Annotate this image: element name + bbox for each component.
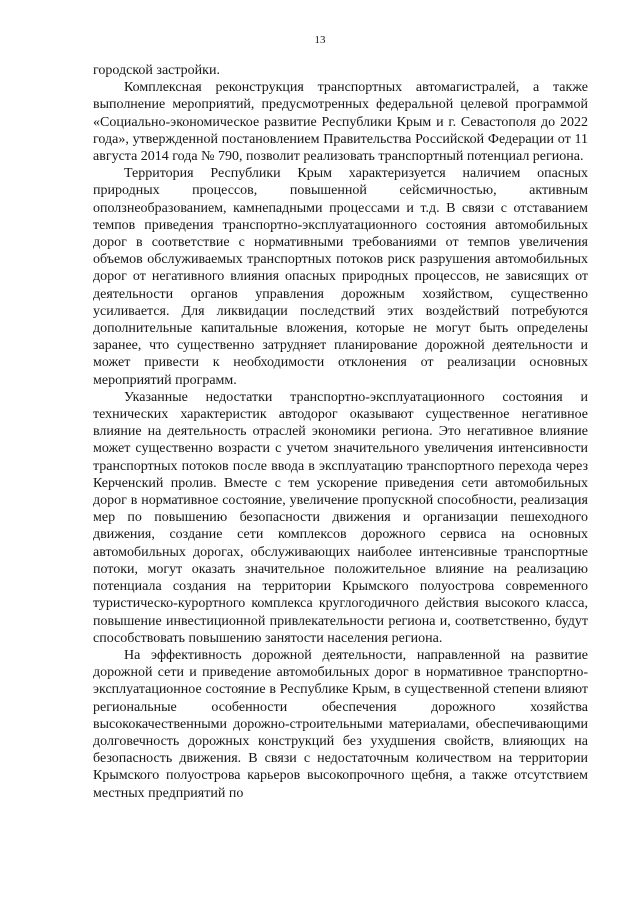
body-text	[93, 62, 588, 802]
paragraph-reconstruction: Комплексная реконструкция транспортных автомагистралей, а также выполнение мероприятий, предусмотренных федеральной целевой программой «Социально-экономическое развитие Республики Крым и г. Севастополя до 2022 года», утвержденной постановлением Правительства Российской Федерации от 11 августа 2014 года № 790, позволит реализовать транспортный потенциал региона.	[93, 80, 588, 165]
paragraph-materials: На эффективность дорожной деятельности, направленной на развитие дорожной сети и приведение автомобильных дорог в нормативное транспортно-эксплуатационное состояние в Республике Крым, в существенной степени влияют региональные особенности обеспечения дорожного хозяйства высококачественными дорожно-строительными материалами, обеспечивающими долговечность дорожных конструкций без ухудшения свойств, влияющих на безопасность движения. В связи с недостаточным количеством на территории Крымского полуострова карьеров высокопрочного щебня, а также отсутствием местных предприятий по	[93, 647, 588, 801]
paragraph-economic-impact: Указанные недостатки транспортно-эксплуатационного состояния и технических характеристик автодорог оказывают существенное негативное влияние на деятельность отраслей экономики региона. Это негативное влияние может существенно возрасти с учетом значительного увеличения интенсивности транспортных потоков после ввода в эксплуатацию транспортного перехода через Керченский пролив. Вместе с тем ускорение приведения сети автомобильных дорог в нормативное состояние, увеличение пропускной способности, реализация мер по повышению безопасности движения и организации пешеходного движения, создание сети комплексов дорожного сервиса на основных автомобильных дорогах, обслуживающих наиболее интенсивные транспортные потоки, могут оказать значительное положительное влияние на реализацию потенциала создания на территории Крымского полуострова современного туристическо-курортного комплекса круглогодичного действия высокого класса, повышение инвестиционной привлекательности региона и, соответственно, будут способствовать повышению занятости населения региона.	[93, 389, 588, 646]
paragraph-continuation: городской застройки.	[93, 63, 220, 78]
page-number: 13	[314, 34, 326, 46]
paragraph-natural-hazards: Территория Республики Крым характеризуется наличием опасных природных процессов, повышенной сейсмичностью, активным оползнеобразованием, камнепадными процессами и т.д. В связи с отставанием темпов приведения транспортно-эксплуатационного состояния автомобильных дорог в соответствие с нормативными требованиями от темпов увеличения объемов обслуживаемых транспортных потоков риск разрушения автомобильных дорог от негативного влияния опасных природных процессов, не зависящих от деятельности органов управления дорожным хозяйством, существенно усиливается. Для ликвидации последствий этих воздействий потребуются дополнительные капитальные вложения, которые не могут быть определены заранее, что существенно затрудняет планирование дорожной деятельности и может привести к необходимости отклонения от реализации основных мероприятий программ.	[93, 166, 588, 388]
